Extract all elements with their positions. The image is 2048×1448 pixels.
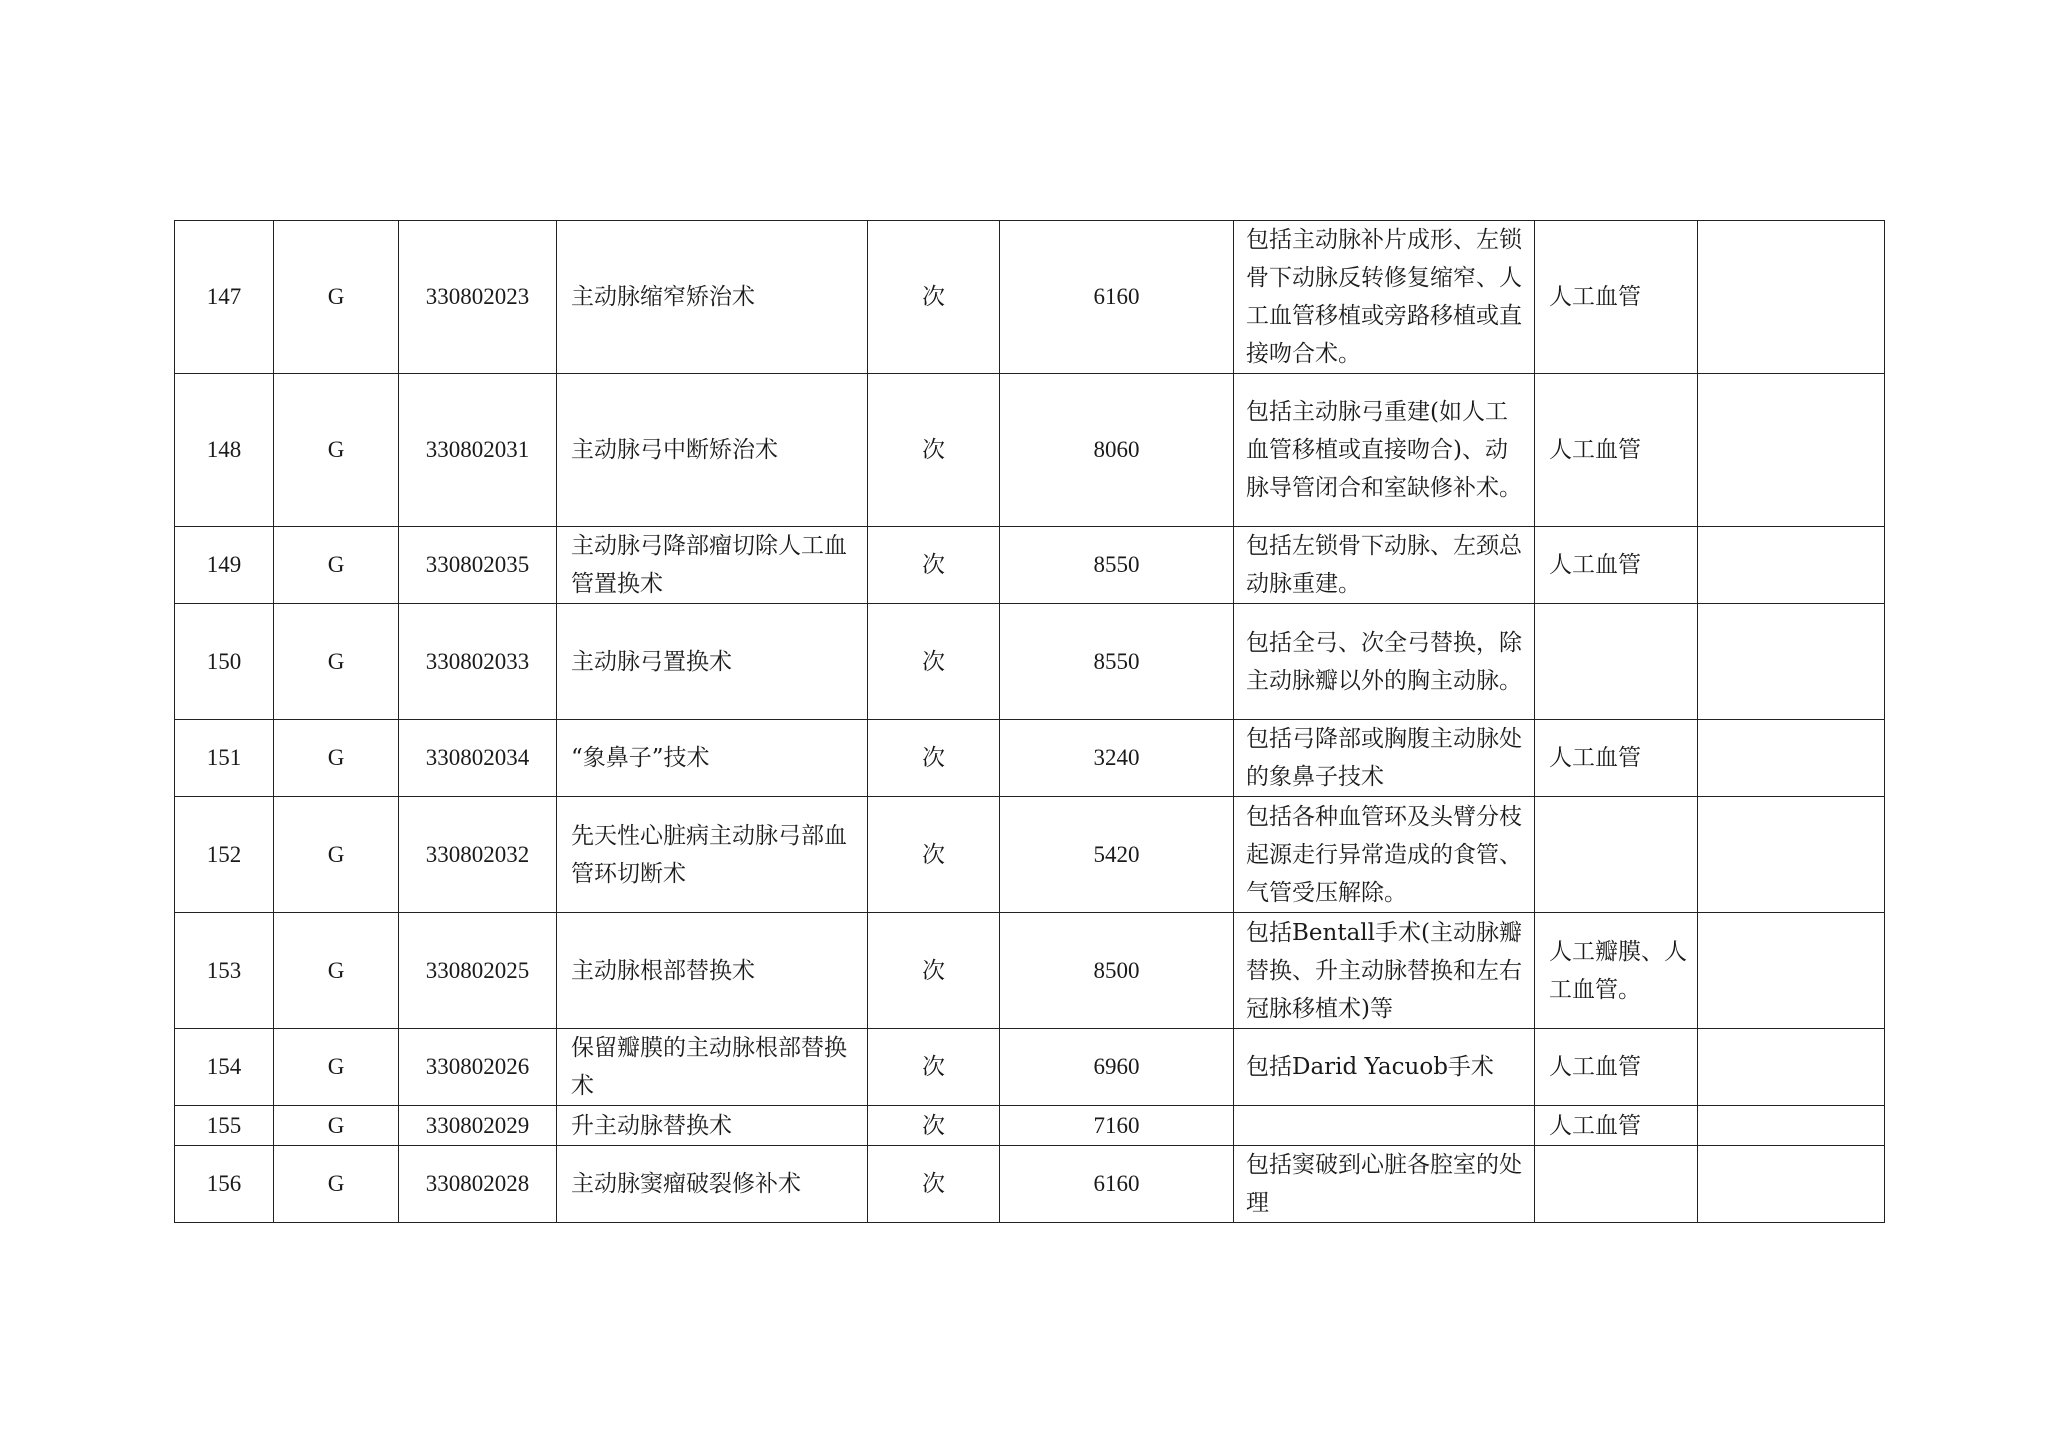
pricing-unit: 次 — [868, 797, 1000, 913]
pricing-unit: 次 — [868, 1029, 1000, 1106]
table-row — [175, 797, 1885, 913]
note — [1698, 720, 1885, 797]
category-code: G — [274, 1146, 399, 1223]
price: 3240 — [1000, 720, 1234, 797]
excluded-material — [1535, 797, 1698, 913]
pricing-unit: 次 — [868, 720, 1000, 797]
category-code: G — [274, 1106, 399, 1146]
price: 6960 — [1000, 1029, 1234, 1106]
item-description: 包括左锁骨下动脉、左颈总动脉重建。 — [1234, 527, 1535, 604]
price: 8550 — [1000, 527, 1234, 604]
note — [1698, 913, 1885, 1029]
item-code: 330802034 — [399, 720, 557, 797]
item-code: 330802031 — [399, 374, 557, 527]
price: 6160 — [1000, 1146, 1234, 1223]
item-description: 包括各种血管环及头臂分枝起源走行异常造成的食管、气管受压解除。 — [1234, 797, 1535, 913]
note — [1698, 374, 1885, 527]
excluded-material — [1535, 1146, 1698, 1223]
item-code: 330802033 — [399, 604, 557, 720]
table-row — [175, 720, 1885, 797]
note — [1698, 221, 1885, 374]
category-code: G — [274, 527, 399, 604]
item-name: 主动脉弓中断矫治术 — [557, 374, 868, 527]
item-code: 330802025 — [399, 913, 557, 1029]
row-number: 151 — [175, 720, 274, 797]
row-number: 148 — [175, 374, 274, 527]
row-number: 155 — [175, 1106, 274, 1146]
table-row — [175, 1029, 1885, 1106]
price: 6160 — [1000, 221, 1234, 374]
note — [1698, 1106, 1885, 1146]
item-name: “象鼻子”技术 — [557, 720, 868, 797]
item-name: 保留瓣膜的主动脉根部替换术 — [557, 1029, 868, 1106]
pricing-unit: 次 — [868, 913, 1000, 1029]
table-row — [175, 1146, 1885, 1223]
pricing-unit: 次 — [868, 221, 1000, 374]
price: 7160 — [1000, 1106, 1234, 1146]
table-row — [175, 527, 1885, 604]
item-name: 升主动脉替换术 — [557, 1106, 868, 1146]
pricing-unit: 次 — [868, 374, 1000, 527]
excluded-material: 人工血管 — [1535, 374, 1698, 527]
table-row — [175, 1106, 1885, 1146]
item-name: 主动脉弓降部瘤切除人工血管置换术 — [557, 527, 868, 604]
category-code: G — [274, 720, 399, 797]
fee-table — [174, 220, 1885, 1223]
pricing-unit: 次 — [868, 527, 1000, 604]
table-row — [175, 374, 1885, 527]
item-code: 330802028 — [399, 1146, 557, 1223]
excluded-material — [1535, 604, 1698, 720]
note — [1698, 797, 1885, 913]
item-name: 主动脉根部替换术 — [557, 913, 868, 1029]
item-code: 330802023 — [399, 221, 557, 374]
item-code: 330802035 — [399, 527, 557, 604]
category-code: G — [274, 604, 399, 720]
item-name: 先天性心脏病主动脉弓部血管环切断术 — [557, 797, 868, 913]
row-number: 149 — [175, 527, 274, 604]
item-description: 包括窦破到心脏各腔室的处理 — [1234, 1146, 1535, 1223]
row-number: 150 — [175, 604, 274, 720]
item-description: 包括主动脉补片成形、左锁骨下动脉反转修复缩窄、人工血管移植或旁路移植或直接吻合术。 — [1234, 221, 1535, 374]
price: 8500 — [1000, 913, 1234, 1029]
excluded-material: 人工血管 — [1535, 720, 1698, 797]
excluded-material: 人工血管 — [1535, 1029, 1698, 1106]
category-code: G — [274, 913, 399, 1029]
price: 8550 — [1000, 604, 1234, 720]
item-description — [1234, 1106, 1535, 1146]
excluded-material: 人工瓣膜、人工血管。 — [1535, 913, 1698, 1029]
price: 5420 — [1000, 797, 1234, 913]
row-number: 152 — [175, 797, 274, 913]
note — [1698, 1146, 1885, 1223]
category-code: G — [274, 221, 399, 374]
category-code: G — [274, 374, 399, 527]
category-code: G — [274, 797, 399, 913]
note — [1698, 1029, 1885, 1106]
price: 8060 — [1000, 374, 1234, 527]
item-code: 330802029 — [399, 1106, 557, 1146]
table-row — [175, 221, 1885, 374]
row-number: 154 — [175, 1029, 274, 1106]
pricing-unit: 次 — [868, 1146, 1000, 1223]
item-name: 主动脉窦瘤破裂修补术 — [557, 1146, 868, 1223]
item-description: 包括主动脉弓重建(如人工血管移植或直接吻合)、动脉导管闭合和室缺修补术。 — [1234, 374, 1535, 527]
note — [1698, 527, 1885, 604]
item-name: 主动脉缩窄矫治术 — [557, 221, 868, 374]
pricing-unit: 次 — [868, 604, 1000, 720]
table-row — [175, 604, 1885, 720]
item-description: 包括全弓、次全弓替换，除主动脉瓣以外的胸主动脉。 — [1234, 604, 1535, 720]
row-number: 156 — [175, 1146, 274, 1223]
category-code: G — [274, 1029, 399, 1106]
item-description: 包括弓降部或胸腹主动脉处的象鼻子技术 — [1234, 720, 1535, 797]
table-row — [175, 913, 1885, 1029]
excluded-material: 人工血管 — [1535, 1106, 1698, 1146]
pricing-unit: 次 — [868, 1106, 1000, 1146]
excluded-material: 人工血管 — [1535, 221, 1698, 374]
item-description: 包括Darid Yacuob手术 — [1234, 1029, 1535, 1106]
row-number: 153 — [175, 913, 274, 1029]
note — [1698, 604, 1885, 720]
item-code: 330802026 — [399, 1029, 557, 1106]
row-number: 147 — [175, 221, 274, 374]
item-name: 主动脉弓置换术 — [557, 604, 868, 720]
excluded-material: 人工血管 — [1535, 527, 1698, 604]
item-description: 包括Bentall手术(主动脉瓣替换、升主动脉替换和左右冠脉移植术)等 — [1234, 913, 1535, 1029]
item-code: 330802032 — [399, 797, 557, 913]
